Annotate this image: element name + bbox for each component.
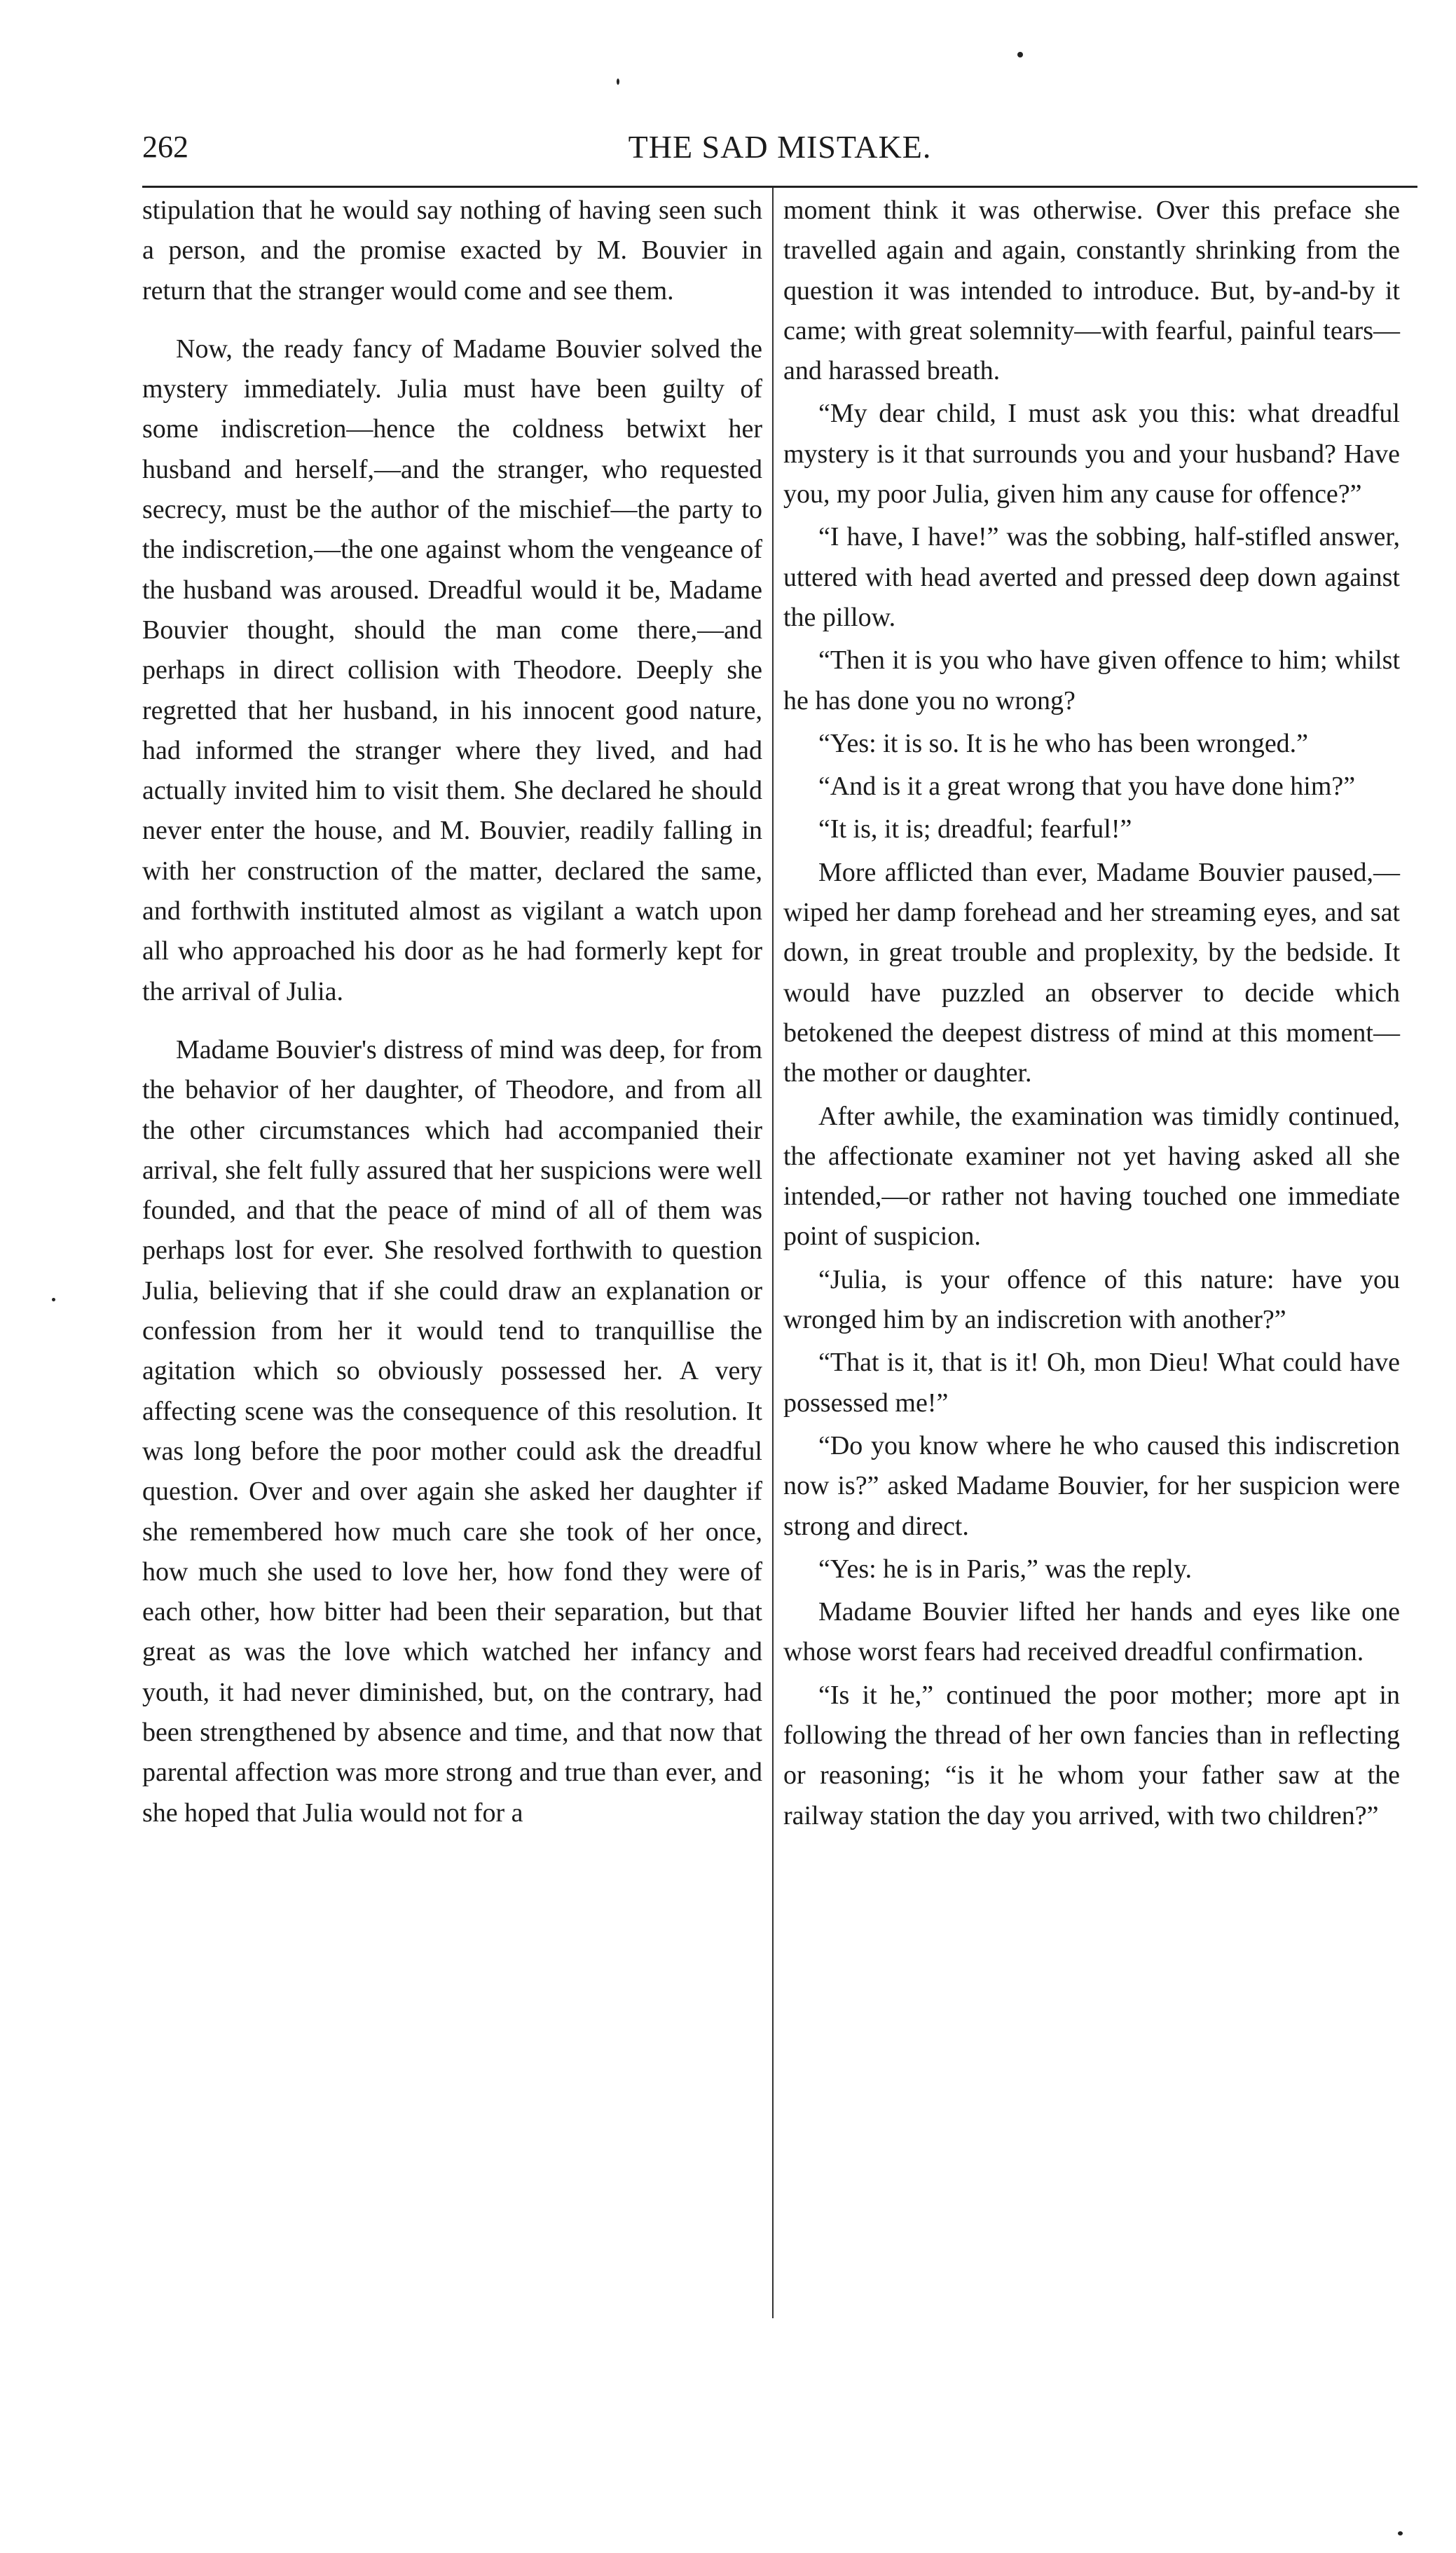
page-title: THE SAD MISTAKE. [628, 129, 932, 165]
paragraph: “Yes: he is in Paris,” was the reply. [818, 1554, 1192, 1584]
left-column [142, 191, 762, 1833]
paragraph: “That is it, that is it! Oh, mon Dieu! What could have possessed me!” [783, 1348, 1400, 1418]
print-speck [1017, 52, 1023, 57]
paragraph: moment think it was otherwise. Over this preface she travelled again and again, constantly shrinking from the question it was intended to introduce. But, by-and-by it came; with great solemnity—with fearful, painful tears—and harassed breath. [783, 196, 1400, 386]
paragraph: “My dear child, I must ask you this: what dreadful mystery is it that surrounds you and your husband? Have you, my poor Julia, given him any cause for offence?” [783, 399, 1400, 509]
paragraph: “Is it he,” continued the poor mother; more apt in following the thread of her own fancies than in reflecting or reasoning; “is it he whom your father saw at the railway station the day you arrived, with two children?” [783, 1680, 1400, 1830]
paragraph: “Do you know where he who caused this indiscretion now is?” asked Madame Bouvier, for her suspicion were strong and direct. [783, 1430, 1400, 1541]
header-rule [142, 186, 1417, 188]
paragraph: Now, the ready fancy of Madame Bouvier solved the mystery immediately. Julia must have been guilty of some indiscretion—hence the coldness betwixt her husband and herself,—and the stranger, who requested secrecy, must be the author of the mischief—the party to the indiscretion,—the one against whom the vengeance of the husband was aroused. Dreadful would it be, Madame Bouvier thought, should the man come there,—and perhaps in direct collision with Theodore. Deeply she regretted that her husband, in his innocent good nature, had informed the stranger where they lived, and had actually invited him to visit them. She declared he should never enter the house, and M. Bouvier, readily falling in with her construction of the matter, declared the same, and forthwith instituted almost as vigilant a watch upon all who approached his door as he had formerly kept for the arrival of Julia. [142, 334, 762, 1006]
right-column [783, 191, 1400, 1836]
print-speck [52, 1298, 55, 1301]
paragraph: stipulation that he would say nothing of having seen such a person, and the promise exacted by M. Bouvier in return that the stranger would come and see them. [142, 196, 762, 306]
paragraph: “Julia, is your offence of this nature: have you wronged him by an indiscretion with another?” [783, 1264, 1400, 1335]
print-speck [1398, 2531, 1403, 2535]
running-head [142, 125, 1417, 174]
paragraph: Madame Bouvier's distress of mind was deep, for from the behavior of her daughter, of Theodore, and from all the other circumstances which had accompanied their arrival, she felt fully assured that her suspicions were well founded, and that the peace of mind of all of them was perhaps lost for ever. She resolved forthwith to question Julia, believing that if she could draw an explanation or confession from her it would tend to tranquillise the agitation which so obviously possessed her. A very affecting scene was the consequence of this resolution. It was long before the poor mother could ask the dreadful question. Over and over again she asked her daughter if she remembered how much care she took of her once, how much she used to love her, how fond they were of each other, how bitter had been their separation, but that great as was the love which watched her infancy and youth, it had never diminished, but, on the contrary, had been strengthened by absence and time, and that now that parental affection was more strong and true than ever, and she hoped that Julia would not for a [142, 1034, 762, 1828]
paragraph: “And is it a great wrong that you have done him?” [818, 772, 1356, 802]
paragraph: After awhile, the examination was timidly continued, the affectionate examiner not yet having asked all she intended,—or rather not having touched one immediate point of suspicion. [783, 1101, 1400, 1252]
paragraph: “Yes: it is so. It is he who has been wronged.” [818, 728, 1309, 758]
column-divider [772, 188, 774, 2318]
paragraph: “I have, I have!” was the sobbing, half-stifled answer, uttered with head averted and pressed deep down against the pillow. [783, 522, 1400, 632]
page-number: 262 [142, 130, 188, 164]
paragraph: Madame Bouvier lifted her hands and eyes like one whose worst fears had received dreadful confirmation. [783, 1597, 1400, 1667]
paragraph: “It is, it is; dreadful; fearful!” [818, 814, 1132, 844]
print-speck [617, 78, 619, 85]
paragraph: More afflicted than ever, Madame Bouvier paused,—wiped her damp forehead and her streaming eyes, and sat down, in great trouble and proplexity, by the bedside. It would have puzzled an observer to decide which betokened the deepest distress of mind at this moment—the mother or daughter. [783, 857, 1400, 1088]
paragraph: “Then it is you who have given offence to him; whilst he has done you no wrong? [783, 645, 1400, 716]
